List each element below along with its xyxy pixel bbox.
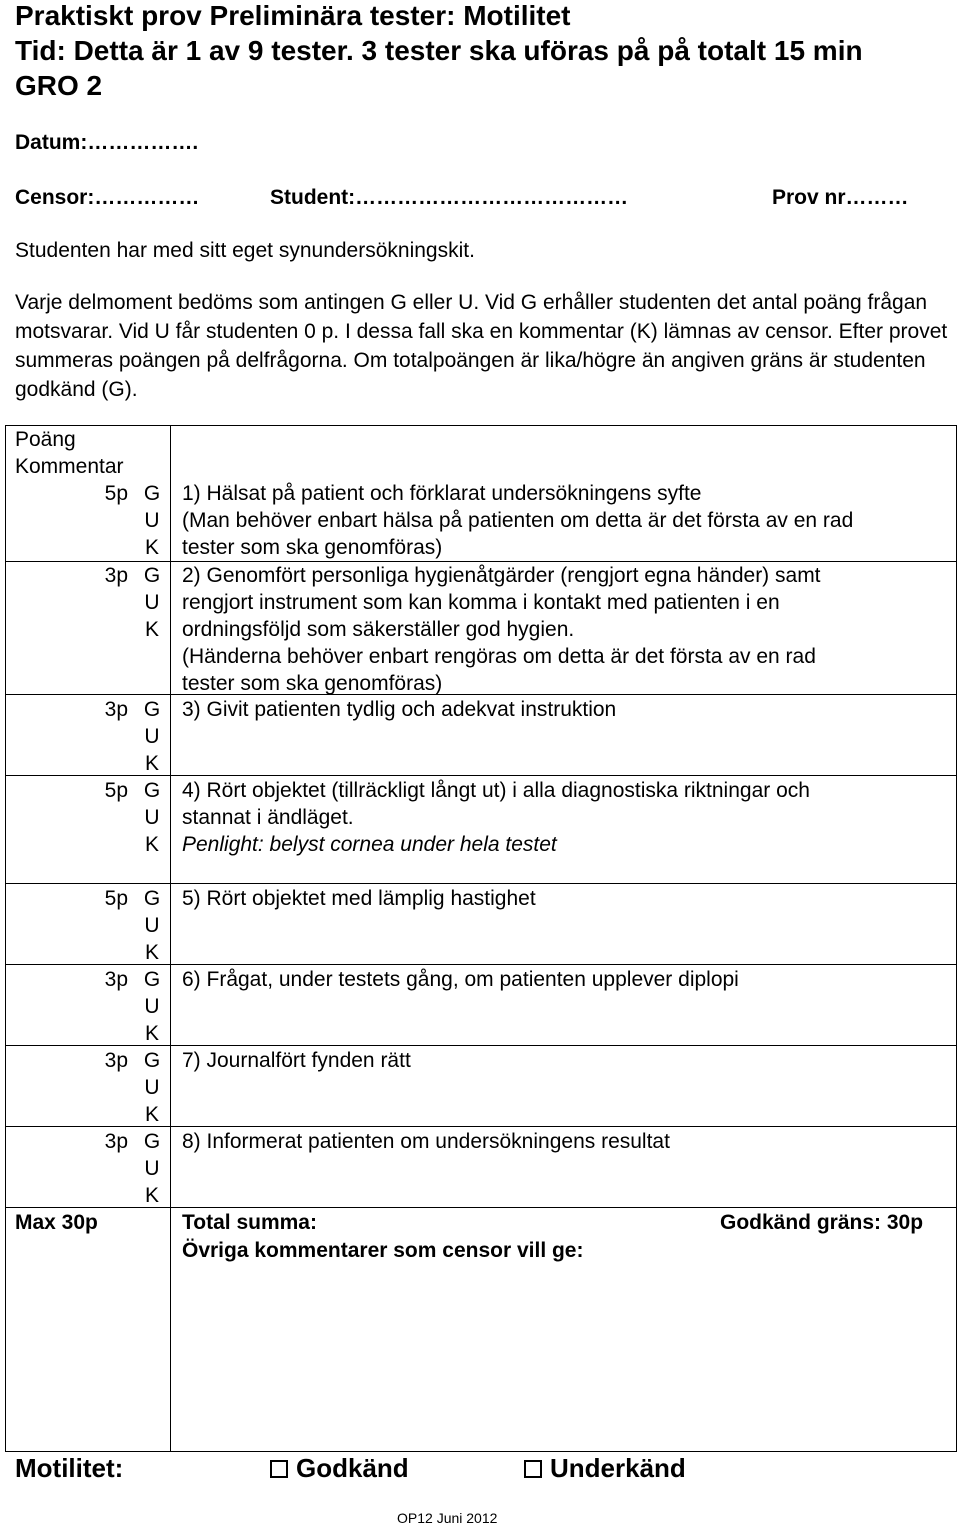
grade-u[interactable]: U [144, 591, 160, 614]
header-comment: Kommentar [15, 455, 124, 478]
item-7-description: 7) Journalfört fynden rätt [182, 1049, 411, 1072]
page-subtitle-group: GRO 2 [15, 70, 103, 101]
grade-g[interactable]: G [143, 887, 161, 910]
item-3-grades [60, 696, 162, 777]
instructions-text: Varje delmoment bedöms som antingen G eller U. Vid G erhåller studenten det antal poäng frågan motsvarar. Vid U får studenten 0 p. I dessa fall ska en kommentar (K) lämnas av censor. Efter provet summeras poängen på delfrågorna. Om totalpoängen är lika/högre än angiven gräns är studenten godkänd (G). [15, 291, 948, 401]
item-5-grades [60, 885, 162, 966]
item-points: 3p [104, 698, 128, 721]
item-points: 5p [104, 482, 128, 505]
grade-u[interactable]: U [144, 1157, 160, 1180]
item-8-description: 8) Informerat patienten om undersökningens resultat [182, 1130, 670, 1153]
item-2-grades [60, 562, 162, 643]
item-6-description: 6) Frågat, under testets gång, om patienten upplever diplopi [182, 968, 739, 991]
table-left-border [5, 425, 6, 1452]
item-7-grades [60, 1047, 162, 1128]
penlight-note: Penlight: belyst cornea under hela testet [182, 833, 557, 856]
censor-field[interactable]: Censor:…………… [15, 186, 200, 209]
pass-option-label: Godkänd [296, 1453, 409, 1483]
grade-k[interactable]: K [144, 833, 159, 856]
item-1-description: 1) Hälsat på patient och förklarat undersökningens syfte (Man behöver enbart hälsa på patienten om detta är det första av en rad tester som ska genomföras) [182, 482, 854, 559]
grade-k[interactable]: K [144, 941, 159, 964]
item-3-description: 3) Givit patienten tydlig och adekvat instruktion [182, 698, 617, 721]
grade-u[interactable]: U [144, 995, 160, 1018]
grade-g[interactable]: G [143, 1130, 161, 1153]
checkbox-icon[interactable] [270, 1460, 288, 1478]
intro-text: Studenten har med sitt eget synundersökningskit. [15, 239, 475, 262]
total-sum-label: Total summa: [182, 1211, 317, 1234]
checkbox-icon[interactable] [524, 1460, 542, 1478]
pass-limit-label: Godkänd gräns: 30p [720, 1211, 924, 1234]
grade-g[interactable]: G [143, 968, 161, 991]
item-4-grades [60, 777, 162, 858]
max-points: Max 30p [15, 1211, 98, 1234]
item-points: 5p [104, 779, 128, 802]
grade-k[interactable]: K [144, 752, 159, 775]
pass-option[interactable] [270, 1452, 409, 1484]
grade-u[interactable]: U [144, 725, 160, 748]
grade-u[interactable]: U [144, 914, 160, 937]
item-6-grades [60, 966, 162, 1047]
other-comments-label: Övriga kommentarer som censor vill ge: [182, 1239, 584, 1262]
item-points: 3p [104, 1049, 128, 1072]
item-4-description: 4) Rört objektet (tillräckligt långt ut) i alla diagnostiska riktningar och stannat i ändläget. Penlight: belyst cornea under hela testet [182, 777, 942, 858]
page-title: Praktiskt prov Preliminära tester: Motilitet [15, 0, 571, 31]
grade-u[interactable]: U [144, 509, 160, 532]
item-8-grades [60, 1128, 162, 1209]
result-label: Motilitet: [15, 1453, 124, 1483]
grade-u[interactable]: U [144, 1076, 160, 1099]
grade-g[interactable]: G [143, 564, 161, 587]
row-divider [5, 883, 957, 884]
grade-g[interactable]: G [143, 482, 161, 505]
item-1-grades [60, 480, 162, 561]
item-points: 5p [104, 887, 128, 910]
grade-u[interactable]: U [144, 806, 160, 829]
grade-k[interactable]: K [144, 618, 159, 641]
table-top-border [5, 425, 957, 426]
page-subtitle-time: Tid: Detta är 1 av 9 tester. 3 tester ska uföras på på totalt 15 min [15, 35, 863, 66]
grade-g[interactable]: G [143, 698, 161, 721]
fail-option[interactable] [524, 1452, 686, 1484]
item-points: 3p [104, 968, 128, 991]
header-points: Poäng [15, 428, 76, 451]
grade-g[interactable]: G [143, 779, 161, 802]
grade-k[interactable]: K [144, 1103, 159, 1126]
student-field[interactable]: Student:………………………………… [270, 186, 629, 209]
datum-field[interactable]: Datum:……………. [15, 131, 199, 154]
table-right-border [956, 425, 957, 1452]
fail-option-label: Underkänd [550, 1453, 686, 1483]
grade-k[interactable]: K [144, 1022, 159, 1045]
footer-text: OP12 Juni 2012 [397, 1510, 498, 1526]
grade-k[interactable]: K [144, 536, 159, 559]
item-points: 3p [104, 1130, 128, 1153]
prov-nr-field[interactable]: Prov nr……… [772, 186, 909, 209]
item-5-description: 5) Rört objektet med lämplig hastighet [182, 887, 536, 910]
item-points: 3p [104, 564, 128, 587]
table-bottom-border [5, 1451, 957, 1452]
item-2-description: 2) Genomfört personliga hygienåtgärder (rengjort egna händer) samt rengjort instrument som kan komma i kontakt med patienten i en ordningsföljd som säkerställer god hygien. (Händerna behöver enbart rengöras om detta är det första av en rad tester som ska genomföras) [182, 564, 821, 695]
grade-k[interactable]: K [144, 1184, 159, 1207]
grade-g[interactable]: G [143, 1049, 161, 1072]
table-column-divider [170, 425, 171, 1452]
